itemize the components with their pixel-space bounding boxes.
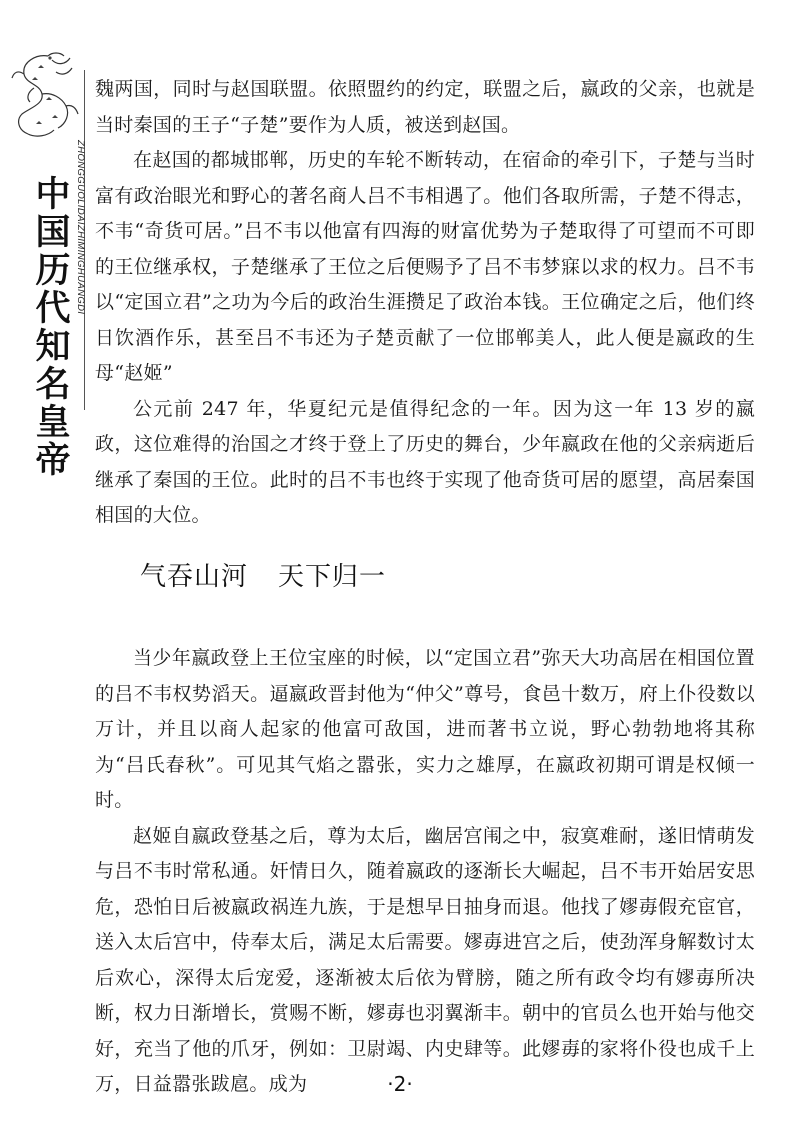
paragraph: 魏两国，同时与赵国联盟。依照盟约的约定，联盟之后，嬴政的父亲，也就是当时秦国的王子“子楚”要作为人质，被送到赵国。 [95,78,755,136]
paragraph: 在赵国的都城邯郸，历史的车轮不断转动，在宿命的牵引下，子楚与当时富有政治眼光和野心的著名商人吕不韦相遇了。他们各取所需，子楚不得志，不韦“奇货可居。”吕不韦以他富有四海的财富优势为子楚取得了可望而不可即的王位继承权，子楚继承了王位之后便赐予了吕不韦梦寐以求的权力。吕不韦以“定国立君”之功为今后的政治生涯攒足了政治本钱。王位确定之后，他们终日饮酒作乐，甚至吕不韦还为子楚贡献了一位邯郸美人，此人便是嬴政的生母“赵姬” [95,149,755,384]
paragraph: 赵姬自嬴政登基之后，尊为太后，幽居宫闱之中，寂寞难耐，遂旧情萌发与吕不韦时常私通。奸情日久，随着嬴政的逐渐长大崛起，吕不韦开始居安思危，恐怕日后被嬴政祸连九族，于是想早日抽身而退。他找了嫪毐假充宦官，送入太后宫中，侍奉太后，满足太后需要。嫪毐进宫之后，使劲浑身解数讨太后欢心，深得太后宠爱，逐渐被太后依为臂膀，随之所有政令均有嫪毐所决断，权力日渐增长，赏赐不断，嫪毐也羽翼渐丰。朝中的官员么也开始与他交好，充当了他的爪牙，例如：卫尉竭、内史肆等。此嫪毐的家将仆役也成千上万，日益嚣张跋扈。成为 [95,824,755,1095]
series-pinyin: ZHONGGUOLIDAIZHIMINGHUANGDI [75,140,86,315]
sidebar-decoration [0,0,95,1139]
paragraph: 当少年嬴政登上王位宝座的时候，以“定国立君”弥天大功高居在相国位置的吕不韦权势滔天。逼嬴政晋封他为“仲父”尊号，食邑十数万，府上仆役数以万计，并且以商人起家的他富可敌国，进而著书立说，野心勃勃地将其称为“吕氏春秋”。可见其气焰之嚣张，实力之雄厚，在嬴政初期可谓是权倾一时。 [95,647,755,811]
section-heading-left: 气吞山河 [140,562,249,592]
paragraph: 公元前 247 年，华夏纪元是值得纪念的一年。因为这一年 13 岁的嬴政，这位难得的治国之才终于登上了历史的舞台，少年嬴政在他的父亲病逝后继承了秦国的王位。此时的吕不韦也终于实现了他奇货可居的愿望，高居秦国相国的大位。 [95,397,755,526]
section-heading [140,556,386,593]
body-text-top [95,72,755,534]
body-text-bottom [95,641,755,1103]
dragon-icon [8,48,80,144]
series-title: 中国历代知名皇帝 [30,175,70,479]
section-heading-right: 天下归一 [278,562,387,592]
page-number: ·2· [387,1072,413,1096]
